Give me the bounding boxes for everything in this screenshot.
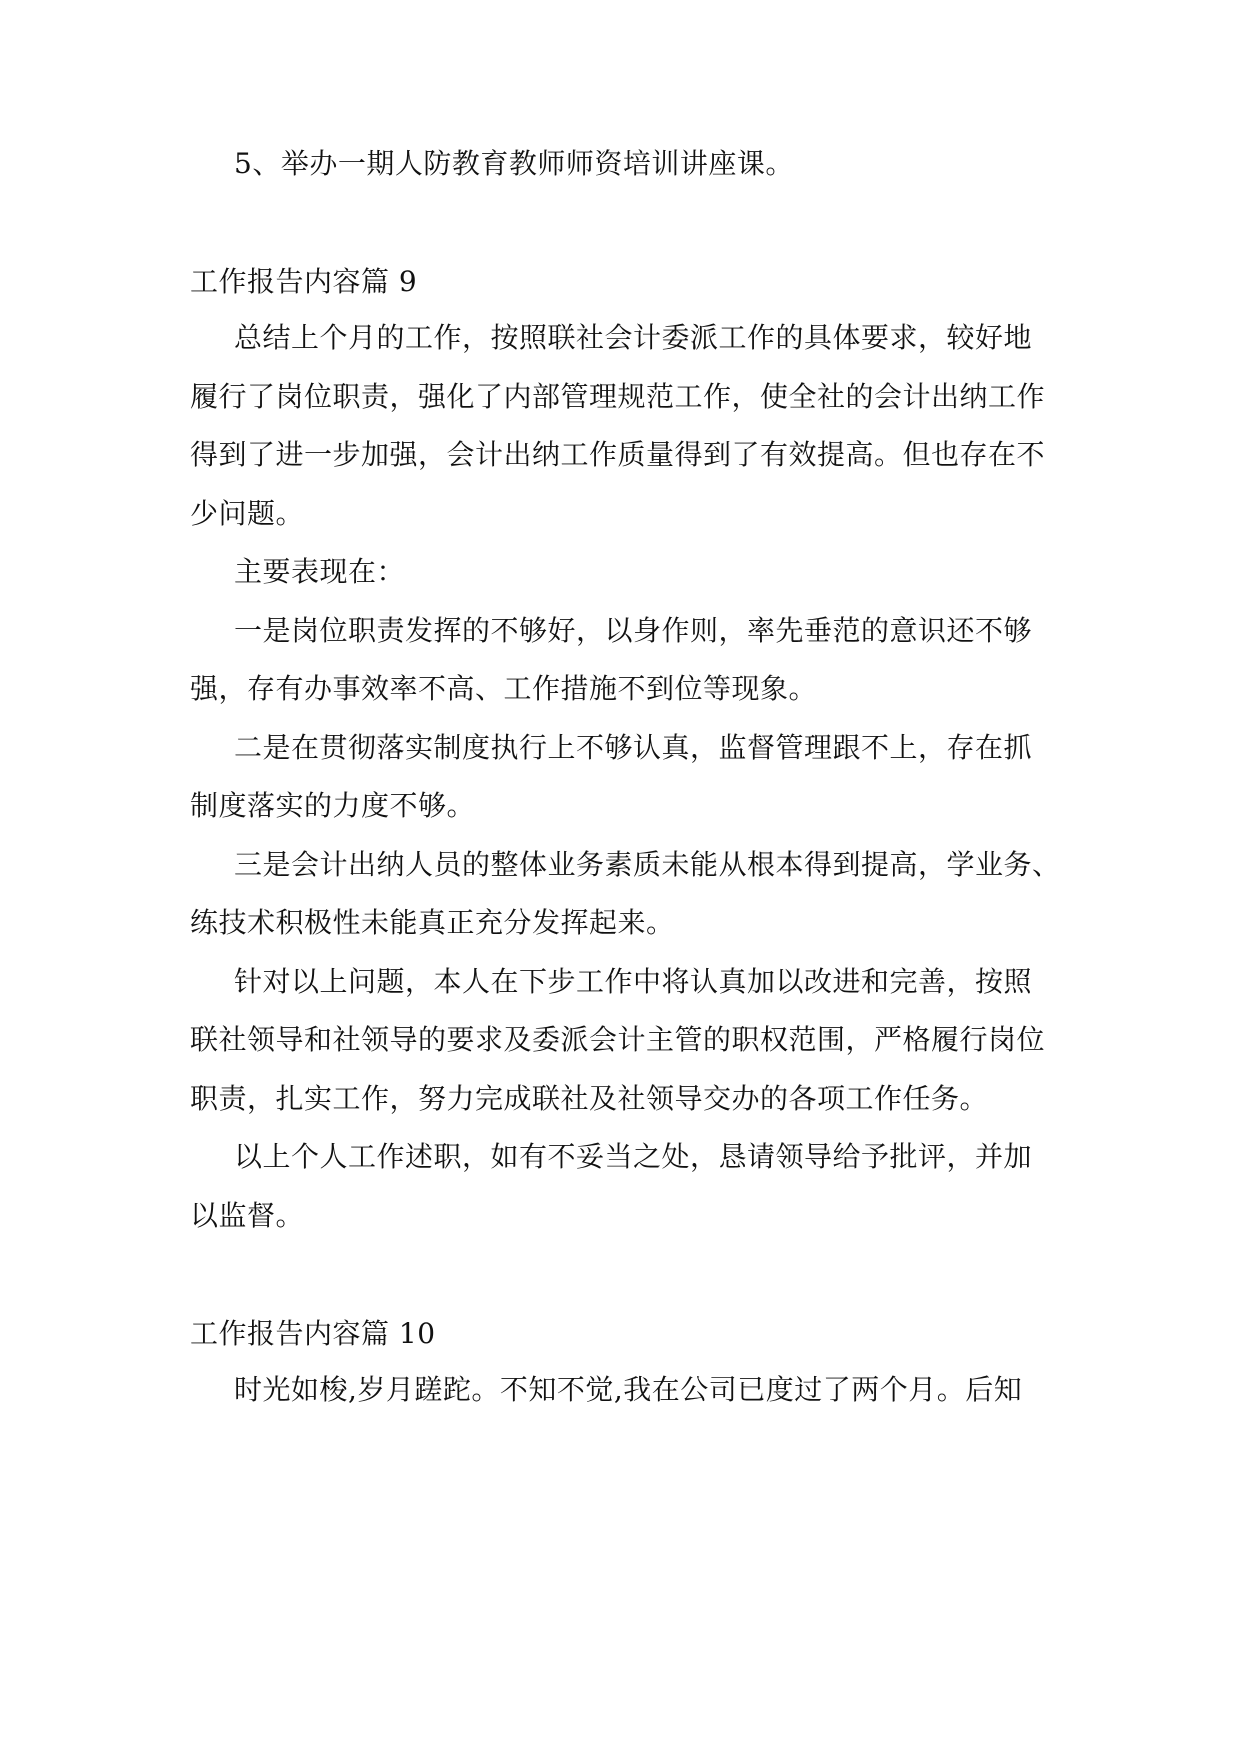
paragraph-1-line-2: 履行了岗位职责，强化了内部管理规范工作，使全社的会计出纳工作 bbox=[190, 380, 1046, 413]
paragraph-1-line-1: 总结上个月的工作，按照联社会计委派工作的具体要求，较好地 bbox=[234, 321, 1033, 354]
paragraph-7-line-1: 以上个人工作述职，如有不妥当之处，恳请领导给予批评，并加 bbox=[234, 1140, 1033, 1173]
paragraph-4-line-2: 制度落实的力度不够。 bbox=[190, 789, 476, 822]
list-item-5: 5、举办一期人防教育教师师资培训讲座课。 bbox=[234, 147, 794, 180]
paragraph-8-line-1: 时光如梭,岁月蹉跎。不知不觉,我在公司已度过了两个月。后知 bbox=[234, 1373, 1023, 1406]
paragraph-4-line-1: 二是在贯彻落实制度执行上不够认真，监督管理跟不上，存在抓 bbox=[234, 731, 1033, 764]
section-heading-10: 工作报告内容篇 10 bbox=[190, 1317, 436, 1350]
paragraph-6-line-1: 针对以上问题，本人在下步工作中将认真加以改进和完善，按照 bbox=[234, 965, 1033, 998]
paragraph-5-line-2: 练技术积极性未能真正充分发挥起来。 bbox=[190, 906, 675, 939]
paragraph-6-line-2: 联社领导和社领导的要求及委派会计主管的职权范围，严格履行岗位 bbox=[190, 1023, 1046, 1056]
paragraph-7-line-2: 以监督。 bbox=[190, 1199, 305, 1232]
paragraph-3-line-1: 一是岗位职责发挥的不够好，以身作则，率先垂范的意识还不够 bbox=[234, 614, 1033, 647]
section-heading-9: 工作报告内容篇 9 bbox=[190, 265, 418, 298]
paragraph-1-line-4: 少问题。 bbox=[190, 497, 305, 530]
paragraph-3-line-2: 强，存有办事效率不高、工作措施不到位等现象。 bbox=[190, 672, 818, 705]
paragraph-5-line-1: 三是会计出纳人员的整体业务素质未能从根本得到提高，学业务、 bbox=[234, 848, 1061, 881]
paragraph-1-line-3: 得到了进一步加强，会计出纳工作质量得到了有效提高。但也存在不 bbox=[190, 438, 1046, 471]
paragraph-6-line-3: 职责，扎实工作，努力完成联社及社领导交办的各项工作任务。 bbox=[190, 1082, 989, 1115]
paragraph-2-line-1: 主要表现在： bbox=[234, 555, 406, 588]
